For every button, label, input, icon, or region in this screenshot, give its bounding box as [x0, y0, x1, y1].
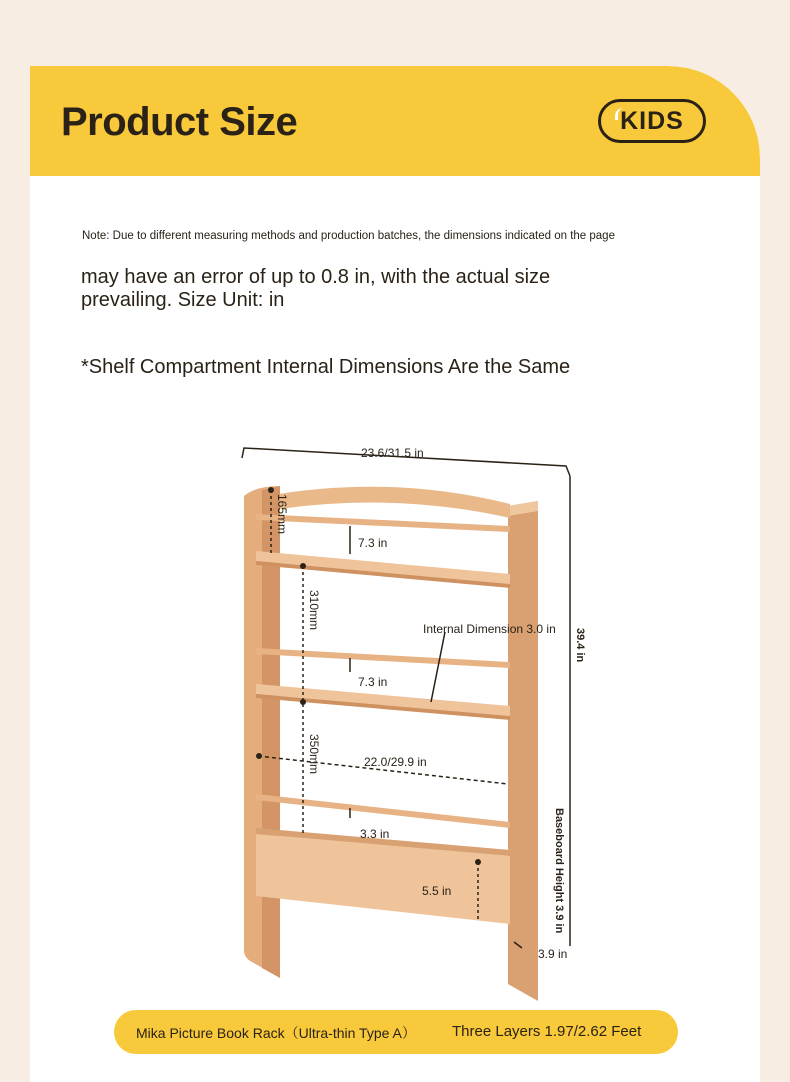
product-name: Mika Picture Book Rack（Ultra-thin Type A）: [136, 1025, 416, 1041]
dim-internal: Internal Dimension 3.0 in: [423, 622, 556, 636]
dim-low-gap: 350mm: [307, 734, 321, 775]
dim-top-gap: 165mm: [275, 494, 289, 535]
shelf-note: *Shelf Compartment Internal Dimensions Are the Same: [81, 356, 571, 378]
product-spec: Three Layers 1.97/2.62 Feet: [452, 1023, 642, 1040]
kids-badge-label: KIDS: [620, 106, 684, 135]
shelf-diagram: [30, 66, 760, 1082]
dim-height: 39.4 in: [574, 628, 586, 663]
dim-base-height: 5.5 in: [422, 884, 452, 898]
dim-mid-gap: 310mm: [307, 590, 321, 631]
error-note: may have an error of up to 0.8 in, with the actual size prevailing. Size Unit: in: [81, 266, 551, 311]
dim-base-depth: 3.9 in: [538, 947, 568, 961]
dim-inner-width: 22.0/29.9 in: [364, 755, 427, 769]
dim-baseboard: Baseboard Height 3.9 in: [553, 808, 565, 934]
measurement-note: Note: Due to different measuring methods and production batches, the dimensions indicated on the page: [82, 230, 615, 242]
product-card: [30, 66, 760, 1082]
page-title: Product Size: [61, 100, 298, 144]
bookshelf-illustration: [244, 486, 538, 1001]
dim-depth-low: 3.3 in: [360, 827, 390, 841]
dim-depth-mid: 7.3 in: [358, 675, 388, 689]
dim-depth-top: 7.3 in: [358, 536, 388, 550]
product-footer: [114, 1010, 678, 1054]
dim-top-width: 23.6/31.5 in: [361, 446, 424, 460]
